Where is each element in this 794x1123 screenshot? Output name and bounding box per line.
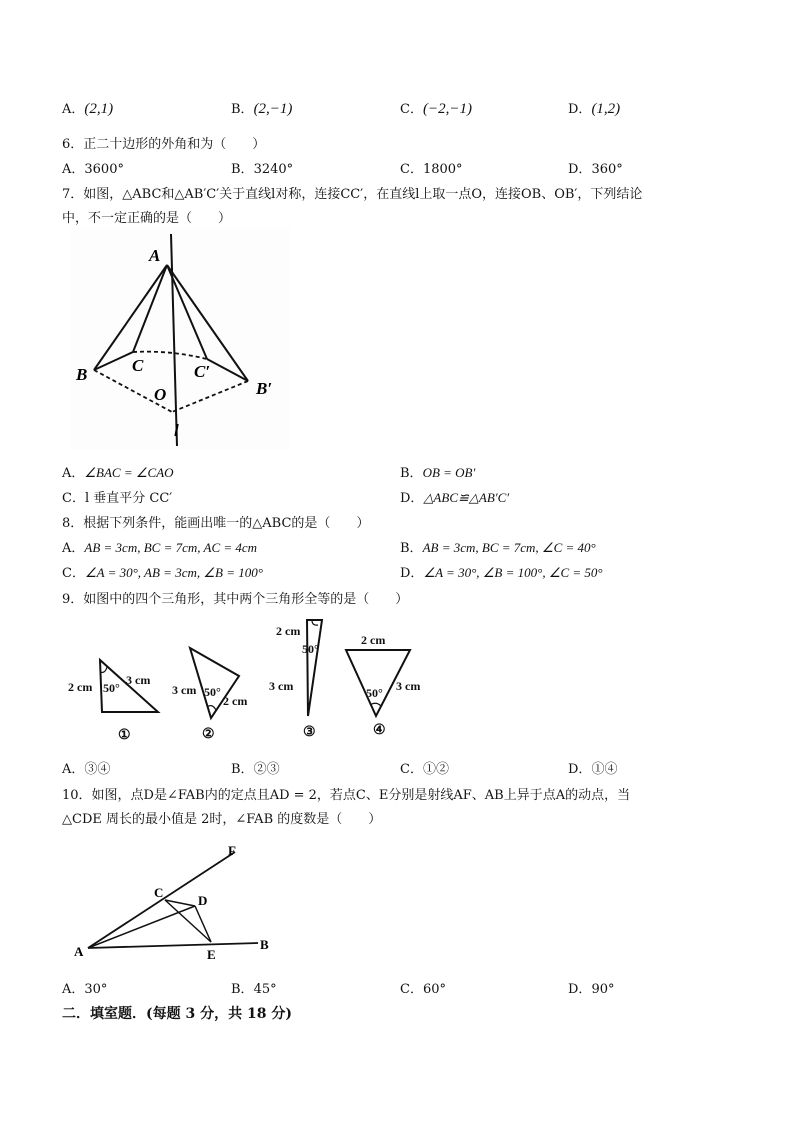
q6-option-a: A．3600° bbox=[62, 162, 124, 177]
q5-option-b: B．(2,−1) bbox=[231, 101, 293, 117]
q7-label-o: O bbox=[154, 385, 167, 404]
q10-label-a: A bbox=[74, 944, 84, 959]
q9-stem: 9．如图中的四个三角形，其中两个三角形全等的是（ ） bbox=[62, 592, 409, 607]
q5-option-d: D．(1,2) bbox=[568, 101, 621, 117]
section-2-title: 二．填室题．(每题 3 分，共 18 分) bbox=[62, 1006, 292, 1022]
q7-stem-line1: 7．如图，△ABC和△AB′C′关于直线l对称，连接CC′，在直线l上取一点O，连接OB、OB′，下列结论 bbox=[62, 187, 643, 202]
q10-ray-ab bbox=[88, 943, 258, 948]
q9-t2-angle: 50° bbox=[204, 685, 221, 699]
q7-stem-line2: 中，不一定正确的是（ ） bbox=[62, 211, 232, 226]
q9-t4-number: ④ bbox=[373, 723, 386, 738]
q9-t2-side1: 3 cm bbox=[172, 683, 197, 697]
q9-t2-number: ② bbox=[202, 727, 215, 742]
q9-t4-side1: 2 cm bbox=[361, 633, 386, 647]
q5-option-a: A．(2,1) bbox=[62, 101, 114, 117]
q9-t1-number: ① bbox=[118, 728, 131, 743]
q9-t1-angle: 50° bbox=[103, 681, 120, 695]
q9-t1-side2: 3 cm bbox=[126, 673, 151, 687]
q8-option-d: D．∠A = 30°, ∠B = 100°, ∠C = 50° bbox=[400, 565, 603, 581]
q8-stem: 8．根据下列条件，能画出唯一的△ABC的是（ ） bbox=[62, 516, 370, 531]
q9-t3-number: ③ bbox=[303, 725, 316, 740]
q9-t3-side1: 2 cm bbox=[276, 624, 301, 638]
q10-label-e: E bbox=[207, 947, 216, 962]
q6-option-c: C．1800° bbox=[400, 162, 463, 177]
q9-t3-side2: 3 cm bbox=[269, 679, 294, 693]
q7-label-b: B bbox=[76, 365, 88, 384]
q7-option-c: C．l 垂直平分 CC′ bbox=[62, 491, 173, 506]
q10-label-f: F bbox=[228, 843, 236, 858]
q10-stem-line1: 10．如图，点D是∠FAB内的定点且AD = 2，若点C、E分别是射线AF、AB上异于点A的动点，当 bbox=[62, 788, 631, 803]
q7-option-a: A．∠BAC = ∠CAO bbox=[62, 465, 174, 481]
q9-option-c: C．①② bbox=[400, 762, 449, 777]
q9-t1-side1: 2 cm bbox=[68, 680, 93, 694]
q9-t3-angle: 50° bbox=[302, 642, 319, 656]
q9-option-d: D．①④ bbox=[568, 762, 618, 777]
q8-option-c: C．∠A = 30°, AB = 3cm, ∠B = 100° bbox=[62, 565, 263, 581]
q10-label-d: D bbox=[198, 893, 208, 908]
q7-label-c: C bbox=[132, 356, 144, 375]
q7-option-d: D．△ABC≌△AB′C′ bbox=[400, 490, 510, 506]
q7-label-c-prime: C′ bbox=[194, 362, 211, 381]
q9-t2-side2: 2 cm bbox=[223, 694, 248, 708]
q9-option-b: B．②③ bbox=[231, 762, 280, 777]
q5-option-c: C．(−2,−1) bbox=[400, 101, 472, 117]
q6-option-d: D．360° bbox=[568, 162, 623, 177]
q9-figure bbox=[62, 612, 442, 747]
q10-option-d: D．90° bbox=[568, 982, 615, 997]
q10-label-c: C bbox=[154, 885, 164, 900]
q10-option-b: B．45° bbox=[231, 982, 277, 997]
q6-stem: 6．正二十边形的外角和为（ ） bbox=[62, 137, 266, 152]
q7-label-l: l bbox=[174, 421, 179, 440]
q10-label-b: B bbox=[260, 937, 269, 952]
q7-option-b: B．OB = OB′ bbox=[400, 465, 476, 481]
q7-label-b-prime: B′ bbox=[256, 379, 273, 398]
q7-label-a: A bbox=[149, 246, 161, 265]
q10-ray-af bbox=[88, 852, 235, 948]
q10-option-c: C．60° bbox=[400, 982, 446, 997]
q8-option-a: A．AB = 3cm, BC = 7cm, AC = 4cm bbox=[62, 540, 258, 556]
q9-t4-side2: 3 cm bbox=[396, 679, 421, 693]
q10-stem-line2: △CDE 周长的最小值是 2时，∠FAB 的度数是（ ） bbox=[62, 812, 382, 827]
q9-option-a: A．③④ bbox=[62, 762, 111, 777]
q7-figure bbox=[70, 228, 290, 450]
q6-option-b: B．3240° bbox=[231, 162, 294, 177]
q9-t4-angle: 50° bbox=[366, 686, 383, 700]
q8-option-b: B．AB = 3cm, BC = 7cm, ∠C = 40° bbox=[400, 540, 596, 556]
q10-figure bbox=[70, 838, 290, 968]
q9-triangle-3 bbox=[307, 620, 322, 716]
q10-option-a: A．30° bbox=[62, 982, 108, 997]
